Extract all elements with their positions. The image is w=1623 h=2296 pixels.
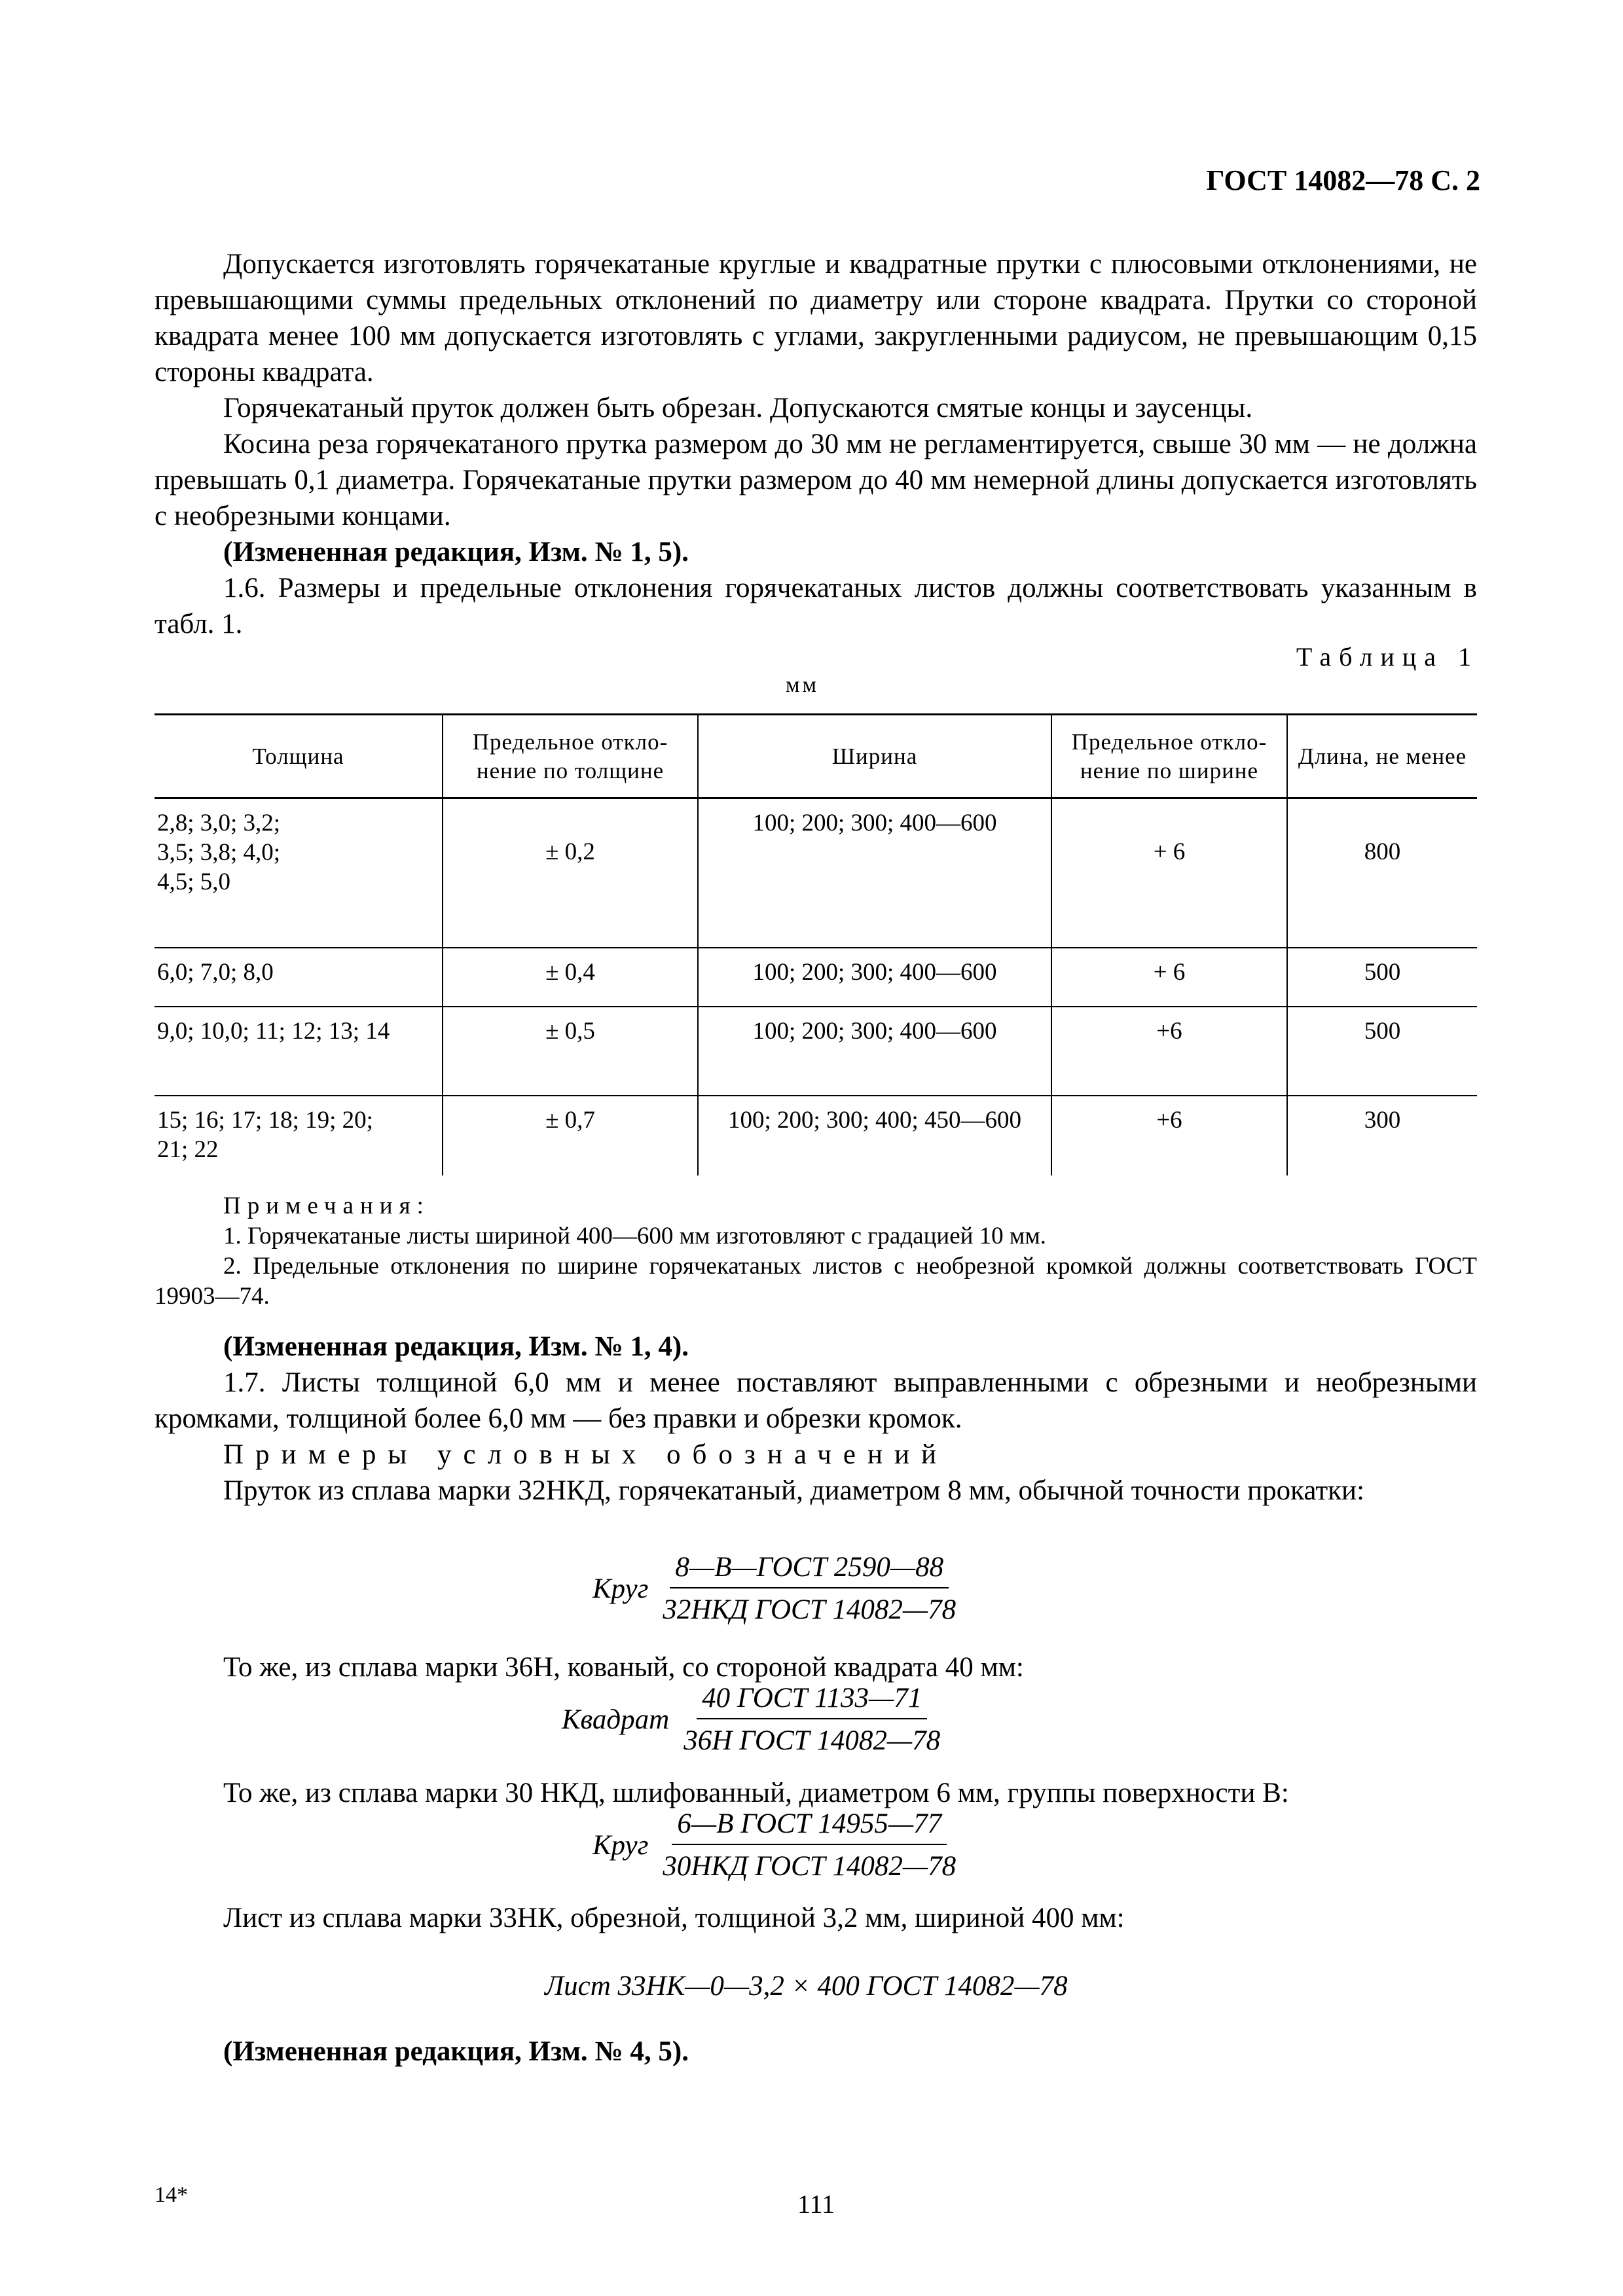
intro-section bbox=[155, 246, 1477, 642]
amendment-note: (Измененная редакция, Изм. № 1, 5). bbox=[223, 537, 689, 567]
cell-text: 15; 16; 17; 18; 19; 20; 21; 22 bbox=[157, 1106, 373, 1163]
col-header-thickness-tolerance: Предельное откло-нение по толщине bbox=[443, 715, 698, 798]
cell-thickness bbox=[155, 798, 443, 948]
example-3 bbox=[155, 1775, 1477, 1811]
cell-width-tolerance: + 6 bbox=[1051, 948, 1287, 1007]
table-units: мм bbox=[786, 673, 820, 697]
cell-thickness-tolerance: ± 0,7 bbox=[443, 1096, 698, 1175]
formula-numerator: 6—В ГОСТ 14955—77 bbox=[672, 1808, 947, 1845]
dimensions-table bbox=[155, 713, 1477, 1175]
section-1-7 bbox=[155, 1329, 1477, 1509]
examples-title: Примеры условных обозначений bbox=[223, 1439, 948, 1470]
col-header-length: Длина, не менее bbox=[1287, 715, 1477, 798]
formula-denominator: 32НКД ГОСТ 14082—78 bbox=[663, 1594, 957, 1625]
paragraph: Допускается изготовлять горячекатаные круглые и квадратные прутки с плюсовыми отклонениями, не превышающими суммы предельных отклонений по диаметру или стороне квадрата. Прутки со стороной квадрата менее 100 мм допускается изготовлять с углами, закругленными радиусом, не превышающим 0,15 стороны квадрата. bbox=[155, 249, 1477, 387]
col-header-width-tolerance: Предельное откло-нение по ширине bbox=[1051, 715, 1287, 798]
cell-thickness bbox=[155, 1007, 443, 1096]
cell-thickness-tolerance: ± 0,4 bbox=[443, 948, 698, 1007]
example-2 bbox=[155, 1649, 1477, 1685]
example-4 bbox=[155, 1900, 1477, 1936]
col-header-thickness: Толщина bbox=[155, 715, 443, 798]
cell-length: 500 bbox=[1287, 948, 1477, 1007]
cell-thickness bbox=[155, 1096, 443, 1175]
paragraph: Косина реза горячекатаного прутка размером до 30 мм не регламентируется, свыше 30 мм — не должна превышать 0,1 диаметра. Горячекатаные прутки размером до 40 мм немерной длины допускается изготовлять с необрезными концами. bbox=[155, 429, 1477, 531]
cell-width-tolerance: +6 bbox=[1051, 1007, 1287, 1096]
col-header-width: Ширина bbox=[698, 715, 1051, 798]
formula-label: Круг bbox=[593, 1573, 649, 1604]
formula-denominator: 36Н ГОСТ 14082—78 bbox=[684, 1725, 941, 1756]
formula-numerator: 8—В—ГОСТ 2590—88 bbox=[670, 1551, 949, 1588]
paragraph: 1.7. Листы толщиной 6,0 мм и менее поставляют выправленными с обрезными и необрезными кромками, толщиной более 6,0 мм — без правки и обрезки кромок. bbox=[155, 1367, 1477, 1434]
cell-length: 800 bbox=[1287, 798, 1477, 948]
note-item: 2. Предельные отклонения по ширине горячекатаных листов с необрезной кромкой должны соответствовать ГОСТ 19903—74. bbox=[155, 1253, 1477, 1310]
formula-fraction bbox=[657, 1808, 961, 1882]
cell-thickness-tolerance: ± 0,5 bbox=[443, 1007, 698, 1096]
cell-width-tolerance: + 6 bbox=[1051, 798, 1287, 948]
page-header: ГОСТ 14082—78 С. 2 bbox=[1206, 164, 1480, 196]
formula-fraction bbox=[657, 1551, 961, 1626]
table-header-row bbox=[155, 715, 1477, 798]
note-item: 1. Горячекатаные листы шириной 400—600 мм изготовляют с градацией 10 мм. bbox=[223, 1223, 1047, 1249]
paragraph: Пруток из сплава марки 32НКД, горячекатаный, диаметром 8 мм, обычной точности прокатки: bbox=[223, 1475, 1365, 1506]
cell-thickness-tolerance: ± 0,2 bbox=[443, 798, 698, 948]
designation-formula-2 bbox=[562, 1682, 945, 1757]
cell-length: 500 bbox=[1287, 1007, 1477, 1096]
cell-width: 100; 200; 300; 400—600 bbox=[698, 798, 1051, 948]
designation-formula-3 bbox=[593, 1808, 961, 1882]
table-row bbox=[155, 1007, 1477, 1096]
table-row bbox=[155, 798, 1477, 948]
cell-text: 2,8; 3,0; 3,2; 3,5; 3,8; 4,0; 4,5; 5,0 bbox=[157, 810, 281, 895]
designation-formula-1 bbox=[593, 1551, 961, 1626]
notes-title: Примечания: bbox=[223, 1193, 430, 1219]
formula-fraction bbox=[678, 1682, 945, 1757]
page-number: 111 bbox=[797, 2189, 835, 2219]
paragraph: 1.6. Размеры и предельные отклонения горячекатаных листов должны соответствовать указанным в табл. 1. bbox=[155, 573, 1477, 639]
paragraph: То же, из сплава марки 30 НКД, шлифованный, диаметром 6 мм, группы поверхности В: bbox=[223, 1778, 1289, 1808]
paragraph: Лист из сплава марки 33НК, обрезной, толщиной 3,2 мм, шириной 400 мм: bbox=[223, 1903, 1125, 1933]
cell-width: 100; 200; 300; 400—600 bbox=[698, 948, 1051, 1007]
cell-width-tolerance: +6 bbox=[1051, 1096, 1287, 1175]
footer-mark: 14* bbox=[155, 2183, 188, 2207]
formula-numerator: 40 ГОСТ 1133—71 bbox=[697, 1682, 927, 1719]
designation-formula-4: Лист 33НК—0—3,2 × 400 ГОСТ 14082—78 bbox=[545, 1971, 1068, 2001]
amendment-note: (Измененная редакция, Изм. № 4, 5). bbox=[223, 2036, 689, 2067]
table-row bbox=[155, 948, 1477, 1007]
formula-denominator: 30НКД ГОСТ 14082—78 bbox=[663, 1851, 957, 1882]
closing-amendment bbox=[155, 2034, 1477, 2070]
amendment-note: (Измененная редакция, Изм. № 1, 4). bbox=[223, 1331, 689, 1362]
cell-width: 100; 200; 300; 400; 450—600 bbox=[698, 1096, 1051, 1175]
table-caption: Таблица 1 bbox=[1296, 642, 1479, 672]
cell-width: 100; 200; 300; 400—600 bbox=[698, 1007, 1051, 1096]
table-notes bbox=[155, 1191, 1477, 1312]
paragraph: Горячекатаный пруток должен быть обрезан. Допускаются смятые концы и заусенцы. bbox=[223, 393, 1253, 423]
cell-thickness: 6,0; 7,0; 8,0 bbox=[155, 948, 443, 1007]
cell-length: 300 bbox=[1287, 1096, 1477, 1175]
paragraph: То же, из сплава марки 36Н, кованый, со стороной квадрата 40 мм: bbox=[223, 1652, 1024, 1683]
formula-label: Круг bbox=[593, 1829, 649, 1861]
table-row bbox=[155, 1096, 1477, 1175]
formula-label: Квадрат bbox=[562, 1704, 670, 1735]
cell-text: 9,0; 10,0; 11; 12; 13; 14 bbox=[157, 1017, 390, 1045]
